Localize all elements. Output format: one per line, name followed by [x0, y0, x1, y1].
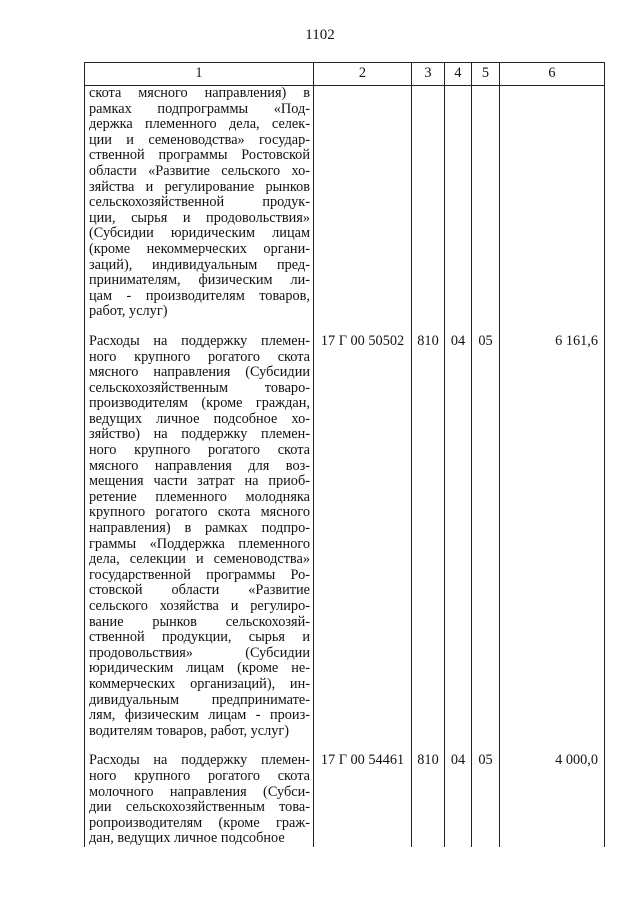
subsection-cell: 05	[472, 753, 500, 847]
description-line: ропроизводителям (кроме граж-	[89, 815, 310, 831]
description-line: коммерческих организаций), ин-	[89, 676, 310, 692]
expense-description	[85, 86, 314, 334]
subsection-cell: 05	[472, 334, 500, 753]
section-cell: 04	[445, 753, 472, 847]
table-row	[85, 753, 605, 847]
description-line: сельскохозяйственным товаро-	[89, 380, 310, 396]
description-line: водителям товаров, работ, услуг)	[89, 723, 290, 739]
table-row	[85, 334, 605, 753]
budget-table	[84, 62, 605, 847]
target-code-cell	[314, 86, 412, 334]
column-header-pr: 5	[472, 63, 500, 86]
description-line: направления) в рамках подпро-	[89, 521, 310, 537]
description-line: ного крупного рогатого скота	[89, 768, 310, 784]
description-line: производителям (кроме граждан,	[89, 396, 310, 412]
description-line: мясного направления (Субсидии	[89, 365, 310, 381]
description-line: скота мясного направления) в	[89, 86, 310, 101]
description-line: юридическим лицам (кроме не-	[89, 661, 310, 677]
description-line: принимателям, физическим ли-	[89, 273, 310, 289]
description-line: мясного направления для воз-	[89, 458, 310, 474]
description-line: дан, ведущих личное подсобное	[89, 831, 285, 847]
description-line: Расходы на поддержку племен-	[89, 753, 310, 769]
description-line: ственной программы Ростовской	[89, 148, 310, 164]
description-line: заций), индивидуальным пред-	[89, 257, 310, 273]
description-line: граммы «Поддержка племенного	[89, 536, 310, 552]
description-line: ного крупного рогатого скота	[89, 443, 310, 459]
subsection-cell	[472, 86, 500, 334]
amount-cell: 4 000,0	[500, 753, 605, 847]
description-line: крупного рогатого скота мясного	[89, 505, 310, 521]
description-line: области «Развитие сельского хо-	[89, 163, 310, 179]
header-row	[85, 63, 605, 86]
section-cell	[445, 86, 472, 334]
description-line: стовской области «Развитие	[89, 583, 310, 599]
description-line: держка племенного дела, селек-	[89, 117, 310, 133]
description-line: дивидуальным предпринимате-	[89, 692, 310, 708]
description-line: дела, селекции и семеноводства»	[89, 552, 310, 568]
description-line: цам - производителям товаров,	[89, 288, 310, 304]
description-line: молочного направления (Субси-	[89, 784, 310, 800]
amount-cell: 6 161,6	[500, 334, 605, 753]
page-number: 1102	[305, 27, 335, 43]
description-line: ного крупного рогатого скота	[89, 349, 310, 365]
expense-description	[85, 334, 314, 753]
description-line: ственной продукции, сырья и	[89, 630, 310, 646]
column-header-code: 2	[314, 63, 412, 86]
description-line: сельскохозяйственной продук-	[89, 195, 310, 211]
description-line: зяйство) на поддержку племен-	[89, 427, 310, 443]
description-line: лям, физическим лицам - произ-	[89, 708, 310, 724]
description-line: (Субсидии юридическим лицам	[89, 226, 310, 242]
description-line: вание рынков сельскохозяй-	[89, 614, 310, 630]
column-header-vr: 3	[412, 63, 445, 86]
description-line: ции и семеноводства» государ-	[89, 132, 310, 148]
column-header-rz: 4	[445, 63, 472, 86]
description-line: мещения части затрат на приоб-	[89, 474, 310, 490]
description-line: рамках подпрограммы «Под-	[89, 101, 310, 117]
column-header-name: 1	[85, 63, 314, 86]
expense-type-cell: 810	[412, 334, 445, 753]
description-line: ции, сырья и продовольствия»	[89, 210, 310, 226]
expense-description	[85, 753, 314, 847]
description-line: дии сельскохозяйственным това-	[89, 800, 310, 816]
amount-cell	[500, 86, 605, 334]
description-line: работ, услуг)	[89, 304, 168, 320]
expense-type-cell: 810	[412, 753, 445, 847]
description-line: ретение племенного молодняка	[89, 489, 310, 505]
table-row-continuation	[85, 86, 605, 334]
target-code-cell: 17 Г 00 50502	[314, 334, 412, 753]
description-line: зяйства и регулирование рынков	[89, 179, 310, 195]
section-cell: 04	[445, 334, 472, 753]
target-code-cell: 17 Г 00 54461	[314, 753, 412, 847]
expense-type-cell	[412, 86, 445, 334]
description-line: государственной программы Ро-	[89, 567, 310, 583]
description-line: Расходы на поддержку племен-	[89, 333, 310, 349]
description-line: ведущих личное подсобное хо-	[89, 411, 310, 427]
column-header-sum: 6	[500, 63, 605, 86]
description-line: продовольствия» (Субсидии	[89, 645, 310, 661]
description-line: сельского хозяйства и регулиро-	[89, 599, 310, 614]
description-line: (кроме некоммерческих органи-	[89, 241, 310, 257]
